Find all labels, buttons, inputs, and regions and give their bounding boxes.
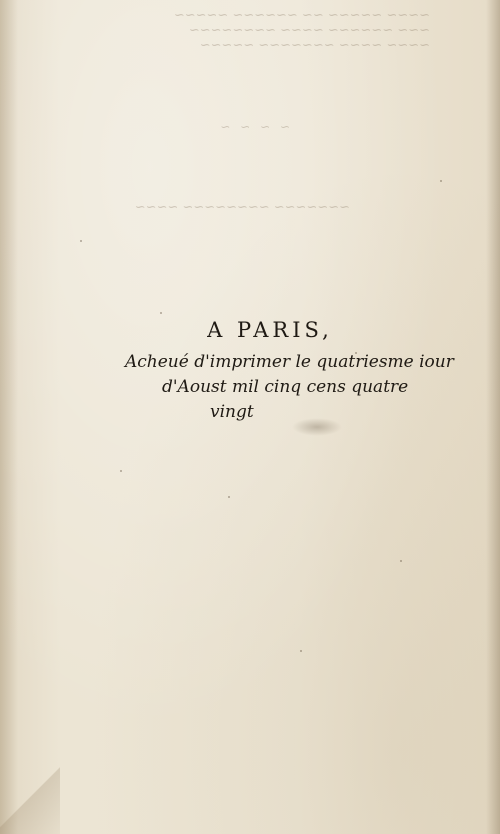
show-through-heading: ~ ~ ~ ~: [217, 120, 290, 134]
colophon-line-1: Acheué d'imprimer le quatriesme iour: [125, 352, 454, 372]
colophon-place: A PARIS,: [207, 318, 333, 342]
paper-speck: [228, 496, 230, 498]
worn-corner: [0, 744, 60, 834]
colophon: [0, 318, 500, 425]
paper-speck: [300, 650, 302, 652]
show-through-line: ~~~~~~~ ~~~~~~~~ ~~~~: [134, 200, 350, 215]
colophon-line-2: d'Aoust mil cinq cens quatre: [162, 377, 409, 397]
paper-speck: [355, 352, 357, 354]
ink-smudge: [292, 418, 342, 436]
show-through-text: ~~~~ ~~~~~ ~~ ~~~~~~ ~~~~~ ~~~ ~~~~~~ ~~~~ ~~~~~~~~ ~~~~ ~~~~ ~~~~~~~ ~~~~~: [173, 8, 430, 53]
paper-speck: [120, 470, 122, 472]
paper-speck: [80, 240, 82, 242]
paper-speck: [440, 180, 442, 182]
colophon-line-3: vingt: [210, 402, 254, 422]
paper-speck: [400, 560, 402, 562]
paper-speck: [160, 312, 162, 314]
